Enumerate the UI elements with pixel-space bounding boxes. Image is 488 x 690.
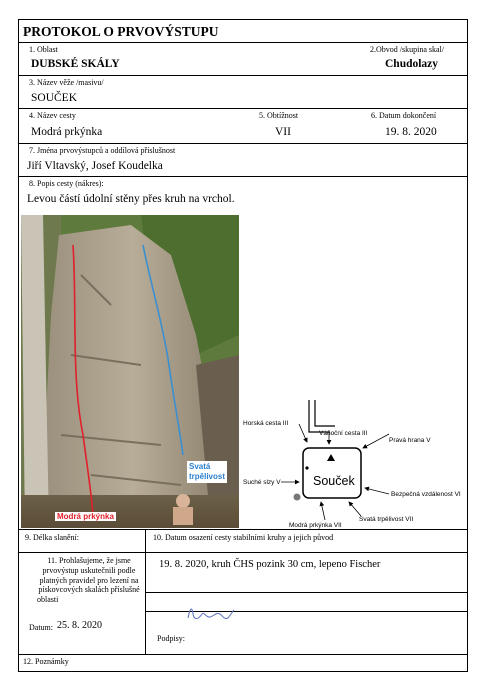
neighbour-rock-line	[309, 400, 329, 432]
notes-label: 12. Poznámky	[23, 657, 69, 666]
arrow-horska	[299, 424, 307, 442]
route-blue-label	[187, 461, 227, 483]
rule	[19, 654, 467, 655]
arrow-modra	[321, 502, 325, 520]
rule	[19, 143, 467, 144]
route-value: Modrá prkýnka	[31, 126, 103, 138]
route-blue-label-line: Svatá	[189, 462, 211, 471]
neighbour-rock-line	[315, 400, 335, 426]
arrow-bezpecna	[365, 488, 389, 494]
anchors-value: 19. 8. 2020, kruh ČHS pozink 30 cm, lepeno Fischer	[159, 559, 381, 570]
rappel-label: 9. Délka slanění:	[25, 533, 79, 542]
climber-figure	[176, 494, 190, 508]
declaration-line: pískovcových skalách příslušné	[38, 585, 140, 595]
topo-label-suche: Suché slzy V	[243, 479, 281, 486]
route-blue-label-line: trpělivost	[189, 472, 226, 481]
arrow-svata	[349, 502, 361, 516]
tower-name: Souček	[313, 474, 355, 488]
rule	[19, 108, 467, 109]
declaration-line: prvovýstup uskutečnili podle	[42, 565, 136, 575]
topo-label-prava: Pravá hrana V	[389, 437, 431, 444]
ground	[21, 495, 239, 528]
route-start-dot	[305, 466, 308, 469]
tower-label: 3. Název věže /masivu/	[29, 78, 104, 87]
tower-outline	[303, 448, 361, 498]
declaration-line: 11. Prohlašujeme, že jsme	[47, 556, 131, 565]
topo-label-modra: Modrá prkýnka VII	[289, 522, 342, 529]
rule	[19, 176, 467, 177]
date-value: 25. 8. 2020	[57, 620, 102, 631]
description-value: Levou částí údolní stěny přes kruh na vrchol.	[27, 193, 235, 205]
climbers-label: 7. Jména prvovýstupců a oddílová příslušnost	[29, 146, 176, 155]
area-value: DUBSKÉ SKÁLY	[31, 58, 120, 70]
rule	[19, 42, 467, 43]
declaration-line: platných pravidel pro lezení na	[39, 575, 139, 585]
signatures-label: Podpisy:	[157, 634, 186, 643]
rule	[145, 592, 467, 593]
topo-label-svata: Svatá trpělivost VII	[359, 516, 414, 523]
district-value: Chudolazy	[385, 58, 439, 70]
difficulty-label: 5. Obtížnost	[259, 111, 299, 120]
protocol-form	[18, 19, 468, 672]
rule	[19, 75, 467, 76]
date-done-value: 19. 8. 2020	[385, 126, 437, 138]
signature-scribble	[184, 600, 244, 630]
form-title: PROTOKOL O PRVOVÝSTUPU	[23, 24, 219, 39]
topo-label-bezpecna: Bezpečná vzdálenost VI	[391, 491, 461, 498]
declaration-line: oblasti	[37, 595, 59, 605]
anchor-ring-icon	[294, 494, 301, 501]
topo-svg	[239, 382, 467, 532]
date-done-label: 6. Datum dokončení	[371, 111, 437, 120]
climber-figure	[173, 507, 193, 525]
topo-label-vanocni: Vánoční cesta III	[319, 430, 368, 437]
route-red-label: Modrá prkýnka	[57, 512, 114, 521]
anchors-label: 10. Datum osazení cesty stabilními kruhy a jejich původ	[153, 533, 334, 542]
topo-label-horska: Horská cesta III	[243, 420, 289, 427]
route-label: 4. Název cesty	[29, 111, 76, 120]
route-photo	[21, 215, 239, 528]
topo-diagram	[239, 382, 467, 532]
rule	[19, 552, 467, 553]
rule	[145, 529, 146, 654]
tower-value: SOUČEK	[31, 92, 78, 104]
difficulty-value: VII	[275, 126, 291, 138]
date-label: Datum:	[29, 623, 53, 632]
district-label: 2.Obvod /skupina skal/	[370, 45, 444, 54]
description-label: 8. Popis cesty (nákres):	[29, 179, 104, 188]
area-label: 1. Oblast	[29, 45, 58, 54]
climbers-value: Jiří Vltavský, Josef Koudelka	[27, 160, 163, 172]
declaration-text	[33, 556, 145, 605]
